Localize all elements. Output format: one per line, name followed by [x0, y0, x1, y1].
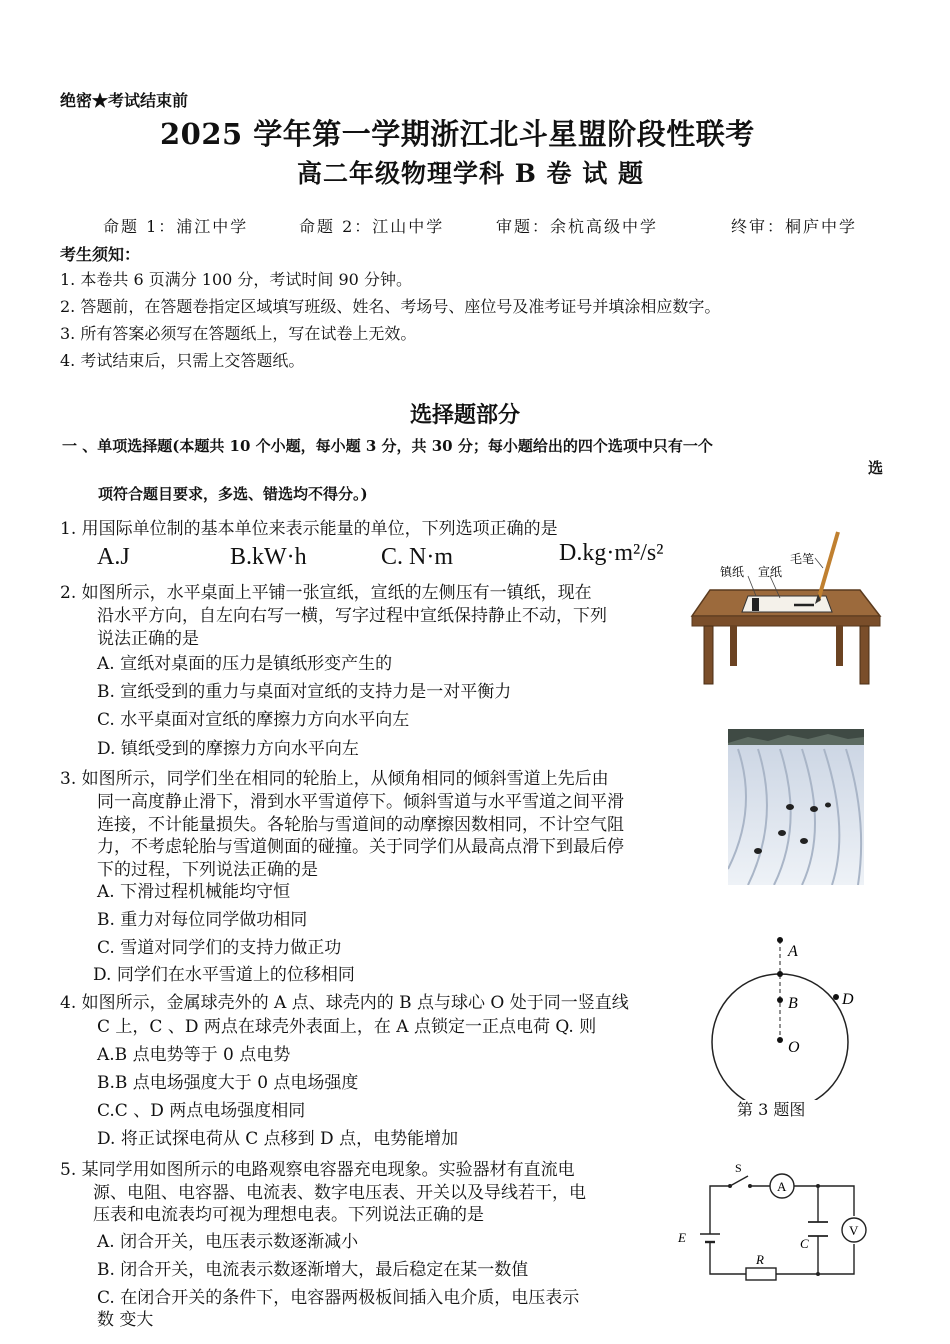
q2-stem-3: 说法正确的是: [97, 629, 199, 649]
q3-stem-2: 同一高度静止滑下，滑到水平雪道停下。倾斜雪道与水平雪道之间平滑: [97, 792, 624, 812]
final-reviewer: 终审：桐庐中学: [731, 217, 858, 236]
shell-figure: [700, 930, 880, 1100]
point-c: [777, 971, 783, 977]
desk-leg: [860, 626, 869, 684]
circuit-figure: [672, 1162, 872, 1288]
desk-leg: [704, 626, 713, 684]
label-a: A: [788, 943, 798, 960]
label-brush: 毛笔: [790, 552, 815, 566]
point-a: [777, 937, 783, 943]
point-o: [777, 1037, 783, 1043]
q5-option-c-2: 数 变大: [97, 1310, 154, 1330]
q1-option-d: D.kg·m²/s²: [559, 540, 664, 566]
switch-lever: [730, 1176, 748, 1186]
q1-stem: 1. 用国际单位制的基本单位来表示能量的单位，下列选项正确的是: [60, 519, 558, 539]
notice-item: 1. 本卷共 6 页满分 100 分，考试时间 90 分钟。: [60, 270, 412, 289]
q4-option-d: D. 将正试探电荷从 C 点移到 D 点，电势能增加: [97, 1129, 459, 1149]
paperweight: [752, 598, 759, 611]
point-b: [777, 997, 783, 1003]
reviewer: 审题：余杭高级中学: [496, 217, 659, 236]
label-switch: S: [735, 1162, 742, 1175]
q1-option-c: C. N·m: [381, 544, 453, 570]
circuit-wires: [710, 1186, 854, 1274]
q2-option-b: B. 宣纸受到的重力与桌面对宣纸的支持力是一对平衡力: [97, 682, 512, 702]
notice-item: 3. 所有答案必须写在答题纸上，写在试卷上无效。: [60, 324, 417, 343]
q3-option-a: A. 下滑过程机械能均守恒: [97, 882, 291, 902]
q4-stem-2: C 上，C 、D 两点在球壳外表面上，在 A 点锁定一正点电荷 Q. 则: [97, 1017, 597, 1037]
q1-option-b: B.kW·h: [230, 544, 307, 570]
exam-title: 2025 学年第一学期浙江北斗星盟阶段性联考: [160, 117, 755, 151]
q2-option-d: D. 镇纸受到的摩擦力方向水平向左: [97, 739, 359, 759]
q2-option-c: C. 水平桌面对宣纸的摩擦力方向水平向左: [97, 710, 410, 730]
desk-edge: [692, 616, 880, 626]
desk-leg: [836, 626, 843, 666]
q5-option-b: B. 闭合开关，电流表示数逐渐增大，最后稳定在某一数值: [97, 1260, 529, 1280]
author-2: 命题 2：江山中学: [299, 217, 445, 236]
q3-stem-5: 下的过程，下列说法正确的是: [97, 860, 318, 880]
label-o: O: [788, 1039, 800, 1056]
label-paperweight: 镇纸: [720, 565, 745, 579]
resistor: [746, 1268, 776, 1280]
label-voltmeter: V: [849, 1223, 859, 1238]
q3-stem-1: 3. 如图所示，同学们坐在相同的轮胎上，从倾角相同的倾斜雪道上先后由: [60, 769, 609, 789]
q5-option-a: A. 闭合开关，电压表示数逐渐减小: [97, 1232, 359, 1252]
part-instructions: 一 、单项选择题(本题共 10 个小题，每小题 3 分，共 30 分；每小题给出的四个选项中只有一个: [62, 437, 713, 455]
q4-option-b: B.B 点电场强度大于 0 点电场强度: [97, 1073, 359, 1093]
q3-stem-3: 连接，不计能量损失。各轮胎与雪道间的动摩擦因数相同，不计空气阻: [97, 815, 624, 835]
q4-option-a: A.B 点电势等于 0 点电势: [97, 1045, 291, 1065]
desk-figure: [690, 528, 890, 688]
notice-item: 2. 答题前，在答题卷指定区域填写班级、姓名、考场号、座位号及准考证号并填涂相应数字。: [60, 297, 721, 316]
q2-option-a: A. 宣纸对桌面的压力是镇纸形变产生的: [97, 654, 393, 674]
section-title: 选择题部分: [410, 402, 521, 428]
q4-stem-1: 4. 如图所示，金属球壳外的 A 点、球壳内的 B 点与球心 O 处于同一竖直线: [60, 993, 629, 1013]
q2-stem-2: 沿水平方向，自左向右写一横，写字过程中宣纸保持静止不动，下列: [97, 606, 607, 626]
q3-option-b: B. 重力对每位同学做功相同: [97, 910, 308, 930]
label-b: B: [788, 995, 798, 1012]
secret-label: 绝密★考试结束前: [60, 91, 189, 110]
q3-option-d: D. 同学们在水平雪道上的位移相同: [93, 965, 355, 985]
q4-option-c: C.C 、D 两点电场强度相同: [97, 1101, 306, 1121]
q5-stem-2: 源、电阻、电容器、电流表、数字电压表、开关以及导线若干，电: [93, 1183, 586, 1203]
label-paper: 宣纸: [758, 565, 783, 579]
label-resistor: R: [756, 1252, 764, 1267]
figure-caption: 第 3 题图: [737, 1100, 806, 1119]
q3-option-c: C. 雪道对同学们的支持力做正功: [97, 938, 342, 958]
q3-stem-4: 力，不考虑轮胎与雪道侧面的碰撞。关于同学们从最高点滑下到最后停: [97, 837, 624, 857]
q1-option-a: A.J: [97, 544, 130, 570]
part-instructions-2: 项符合题目要求，多选、错选均不得分。): [98, 485, 368, 503]
q2-stem-1: 2. 如图所示，水平桌面上平铺一张宣纸，宣纸的左侧压有一镇纸，现在: [60, 583, 592, 603]
label-capacitor: C: [800, 1236, 809, 1251]
label-ammeter: A: [777, 1179, 787, 1194]
exam-subtitle: 高二年级物理学科 B 卷 试 题: [297, 159, 644, 188]
label-emf: E: [678, 1230, 686, 1245]
part-instructions-wrap: 选: [868, 459, 884, 477]
notice-item: 4. 考试结束后，只需上交答题纸。: [60, 351, 305, 370]
q5-stem-1: 5. 某同学用如图所示的电路观察电容器充电现象。实验器材有直流电: [60, 1160, 575, 1180]
desk-leg: [730, 626, 737, 666]
author-1: 命题 1：浦江中学: [103, 217, 249, 236]
label-d: D: [842, 991, 854, 1008]
point-d: [833, 994, 839, 1000]
q5-option-c-1: C. 在闭合开关的条件下，电容器两极板间插入电介质，电压表示: [97, 1288, 580, 1308]
q5-stem-3: 压表和电流表均可视为理想电表。下列说法正确的是: [93, 1205, 484, 1225]
snow-slope-photo: [728, 729, 864, 885]
notice-heading: 考生须知：: [60, 245, 141, 264]
